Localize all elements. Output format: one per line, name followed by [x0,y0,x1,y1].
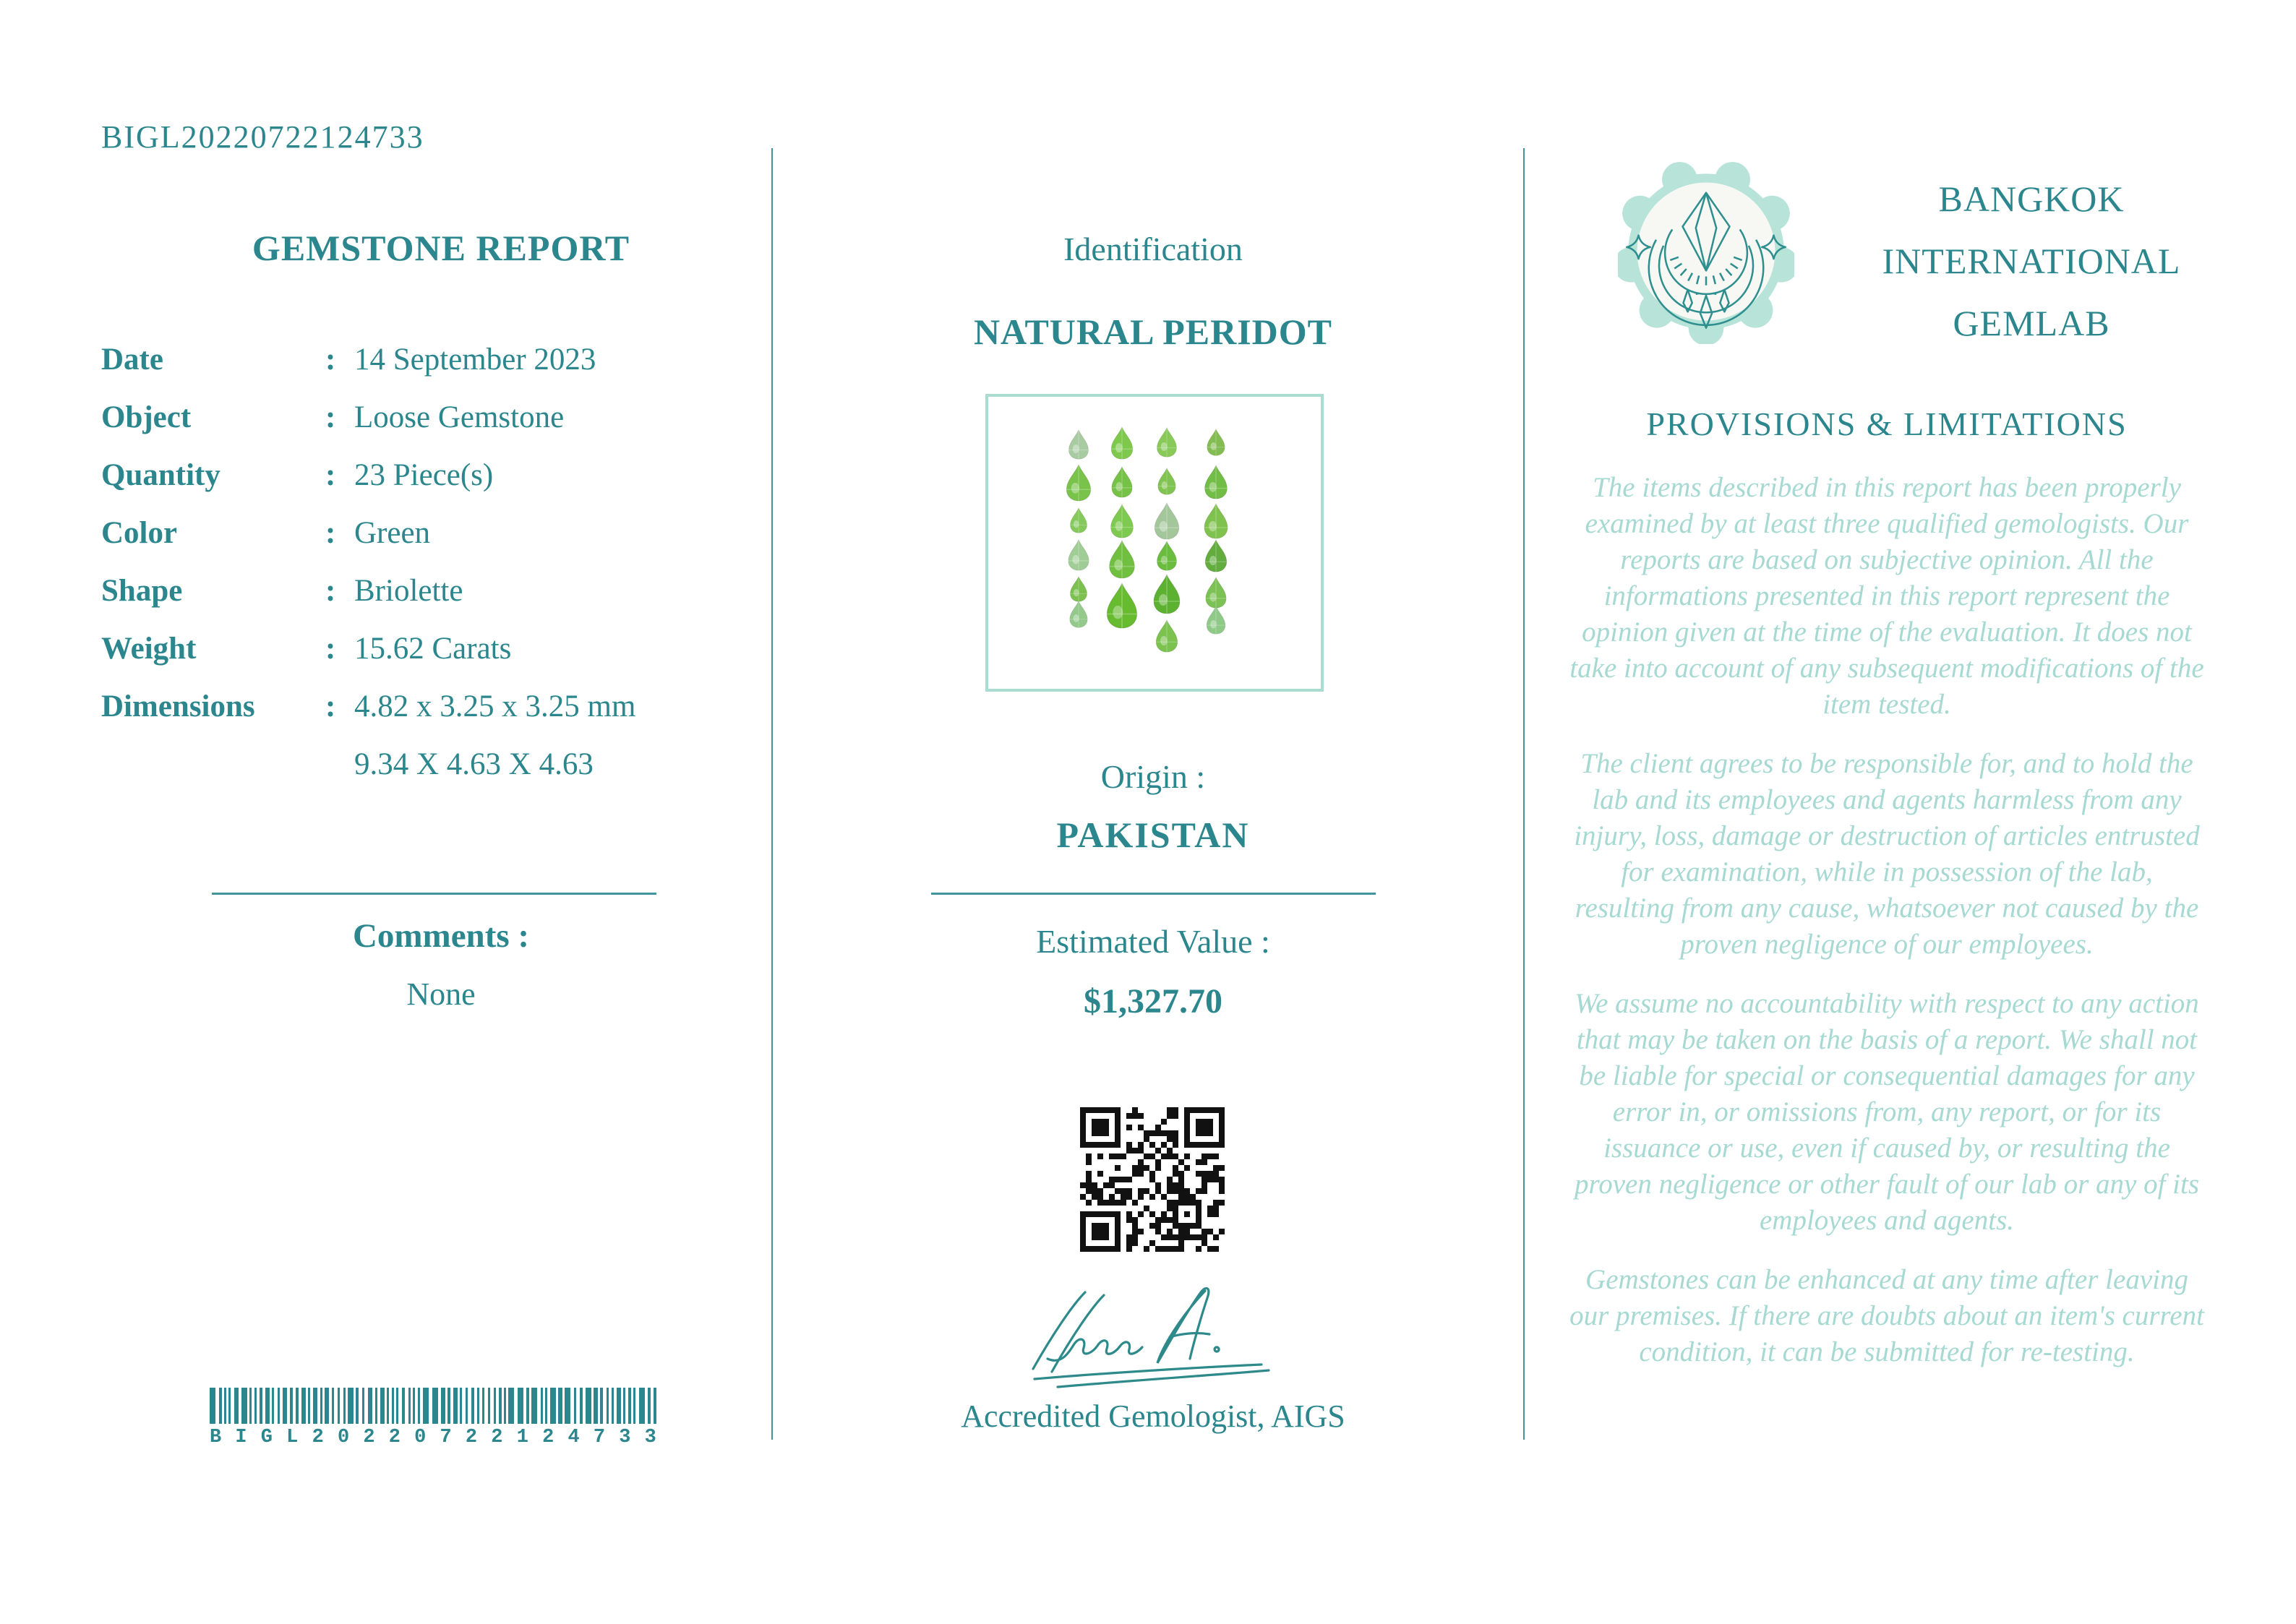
qr-code [1080,1107,1225,1252]
barcode-char: 2 [465,1427,478,1448]
gemstone-drop [1155,619,1179,656]
field-label: Weight [101,632,197,666]
report-number: BIGL20220722124733 [101,119,424,155]
field-row-shape [101,575,781,606]
barcode-char: 3 [644,1427,656,1448]
gemstone-drop [1064,464,1093,505]
barcode-char: 2 [363,1427,375,1448]
lab-name-line: INTERNATIONAL [1882,241,2181,281]
field-row-weight [101,633,781,664]
gemstone-drop [1068,507,1089,537]
gemstone-drop [1155,541,1178,575]
gemstone-drop [1156,427,1178,461]
gemstone-drop [1105,576,1139,639]
field-label: Object [101,400,192,434]
gemstone-drop [1068,429,1089,463]
field-row-color [101,517,781,549]
column-divider-right [1523,148,1525,1440]
page-title: GEMSTONE REPORT [252,228,630,268]
provisions-paragraphs [1569,470,2205,1393]
barcode [210,1388,656,1424]
field-value: 23 Piece(s) [354,458,494,492]
field-colon: : [325,516,336,550]
gemstone-drop [1204,539,1228,576]
field-label: Quantity [101,458,220,492]
field-value: Green [354,516,431,550]
gemstone-drop [1202,503,1230,543]
comments-label: Comments : [352,917,530,955]
field-value: 14 September 2023 [354,343,596,377]
field-row-dimensions [101,691,781,722]
field-label: Color [101,516,178,550]
gemstone-drop [1110,426,1134,463]
barcode-char: L [286,1427,299,1448]
barcode-char: 0 [414,1427,427,1448]
gemstone-drop [1152,502,1182,544]
barcode-char: 7 [593,1427,606,1448]
gemstone-drop [1108,504,1136,542]
identification-value: NATURAL PERIDOT [973,312,1333,352]
provisions-paragraph: We assume no accountability with respect to any action that may be taken on the basis of a report. We shall not be liable for special or consequential damages for any error in, or omissions from, any report, or for its issuance or use, even if caused by, or resulting the proven negligence or other fault of our lab or any of its employees and agents. [1574,988,2200,1236]
provisions-paragraph: Gemstones can be enhanced at any time after leaving our premises. If there are doubts about an item's current condition, it can be submitted for re-testing. [1569,1264,2204,1367]
gemstone-drop [1068,601,1089,632]
provisions-paragraph: The client agrees to be responsible for, and to hold the lab and its employees and agents harmless from any injury, loss, damage or destruction of articles entrusted for examination, while in possession of the lab, resulting from any cause, whatsoever not caused by the proven negligence of our employees. [1574,748,2200,960]
barcode-char: I [235,1427,247,1448]
field-row-object [101,402,781,433]
signer-title: Accredited Gemologist, AIGS [961,1399,1345,1434]
field-value: Briolette [354,574,463,608]
lab-name [1851,168,2212,354]
field-colon: : [325,574,336,608]
barcode-char: 3 [619,1427,631,1448]
barcode-char: 7 [440,1427,452,1448]
barcode-char: 2 [491,1427,503,1448]
origin-label: Origin : [1100,758,1206,795]
field-colon: : [325,632,336,666]
barcode-char: 2 [542,1427,554,1448]
lab-name-line: BANGKOK [1938,179,2125,219]
estimated-value-label: Estimated Value : [1036,923,1270,960]
field-value: 4.82 x 3.25 x 3.25 mm [354,689,636,723]
gemstone-drop [1110,466,1134,502]
barcode-char: 2 [388,1427,400,1448]
field-value: Loose Gemstone [354,400,565,434]
provisions-paragraph: The items described in this report has been properly examined by at least three qualified gemologists. Our reports are based on subjective opinion. All the informations presented in this report represent the opinion given at the time of the evaluation. It does not take into account of any subsequent modifications of the item tested. [1569,472,2204,720]
field-label: Date [101,343,163,377]
barcode-char: G [260,1427,273,1448]
barcode-char: B [210,1427,222,1448]
barcode-char: 2 [312,1427,324,1448]
barcode-char: 0 [337,1427,350,1448]
gemstone-fields-table [101,344,781,807]
field-value: 15.62 Carats [354,632,512,666]
signature-strokes [1023,1273,1276,1396]
gemstone-drop [1066,539,1091,575]
gemologist-signature [1023,1273,1276,1400]
provisions-title: PROVISIONS & LIMITATIONS [1646,405,2128,442]
lab-name-line: GEMLAB [1953,303,2110,343]
field-row-quantity [101,460,781,491]
identification-section-title: Identification [1063,231,1243,267]
origin-value: PAKISTAN [1056,815,1250,855]
gemstone-drop [1151,574,1183,618]
barcode-char: 4 [567,1427,580,1448]
field-colon: : [325,343,336,377]
gemlab-logo [1618,159,1794,348]
estimated-value: $1,327.70 [1084,982,1222,1021]
gemstone-drop [1203,465,1229,503]
gemstone-drop [1205,606,1227,638]
gemlab-badge-icon [1618,159,1794,344]
gemstone-photo [985,394,1324,692]
field-colon: : [325,400,336,434]
field-value-line2: 9.34 X 4.63 X 4.63 [354,747,594,781]
gemstone-drop [1157,468,1177,499]
comments-value: None [406,976,476,1012]
barcode-text [210,1427,656,1448]
gemstone-drop [1205,429,1227,460]
field-colon: : [325,689,336,723]
field-row-date [101,344,781,375]
barcode-char: 1 [516,1427,528,1448]
comments-divider [212,893,656,895]
field-label: Dimensions [101,689,255,723]
estimated-value-divider [931,893,1376,895]
field-label: Shape [101,574,183,608]
field-colon: : [325,458,336,492]
